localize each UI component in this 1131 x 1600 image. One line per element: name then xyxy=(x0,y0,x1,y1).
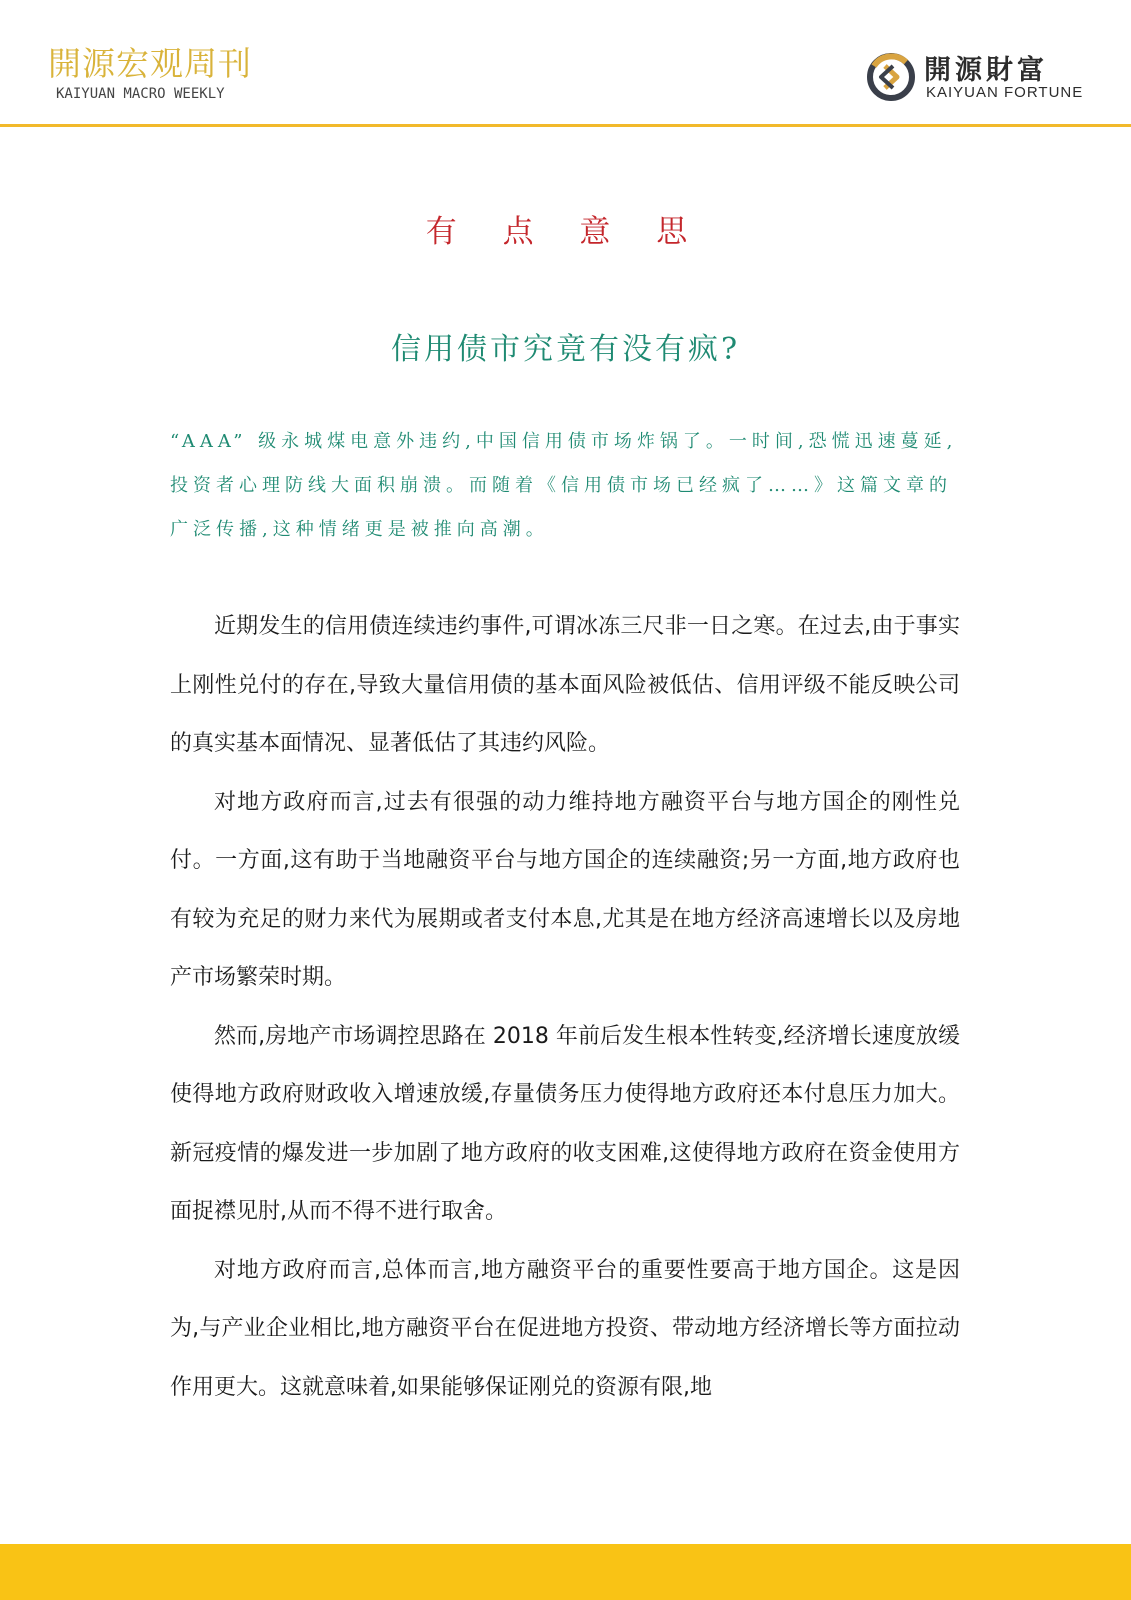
article-body xyxy=(170,598,960,1417)
brand-subtitle: KAIYUAN MACRO WEEKLY xyxy=(56,86,225,102)
section-title: 有 点 意 思 xyxy=(425,214,706,250)
article-lead: “AAA” 级永城煤电意外违约,中国信用债市场炸锅了。一时间,恐慌迅速蔓延,投资者心理防线大面积崩溃。而随着《信用债市场已经疯了……》这篇文章的广泛传播,这种情绪更是被推向高潮。 xyxy=(170,431,958,540)
paragraph: 然而,房地产市场调控思路在 2018 年前后发生根本性转变,经济增长速度放缓使得地方政府财政收入增速放缓,存量债务压力使得地方政府还本付息压力加大。新冠疫情的爆发进一步加剧了地方政府的收支困难,这使得地方政府在资金使用方面捉襟见肘,从而不得不进行取舍。 xyxy=(170,1023,960,1224)
logo-text-cn: 開源財富 xyxy=(924,55,1048,86)
page-header xyxy=(0,0,1131,126)
footer-bar xyxy=(0,1544,1131,1600)
kaiyuan-logo-icon xyxy=(866,52,916,102)
logo-text-en: KAIYUAN FORTUNE xyxy=(926,84,1084,101)
article-title: 信用债市究竟有没有疯? xyxy=(390,332,741,367)
paragraph: 对地方政府而言,总体而言,地方融资平台的重要性要高于地方国企。这是因为,与产业企业相比,地方融资平台在促进地方投资、带动地方经济增长等方面拉动作用更大。这就意味着,如果能够保证刚兑的资源有限,地 xyxy=(170,1257,960,1400)
header-divider xyxy=(0,124,1131,127)
paragraph: 对地方政府而言,过去有很强的动力维持地方融资平台与地方国企的刚性兑付。一方面,这有助于当地融资平台与地方国企的连续融资;另一方面,地方政府也有较为充足的财力来代为展期或者支付本息,尤其是在地方经济高速增长以及房地产市场繁荣时期。 xyxy=(170,789,960,990)
paragraph: 近期发生的信用债连续违约事件,可谓冰冻三尺非一日之寒。在过去,由于事实上刚性兑付的存在,导致大量信用债的基本面风险被低估、信用评级不能反映公司的真实基本面情况、显著低估了其违约风险。 xyxy=(170,614,960,756)
brand-title: 開源宏观周刊 xyxy=(48,44,252,83)
